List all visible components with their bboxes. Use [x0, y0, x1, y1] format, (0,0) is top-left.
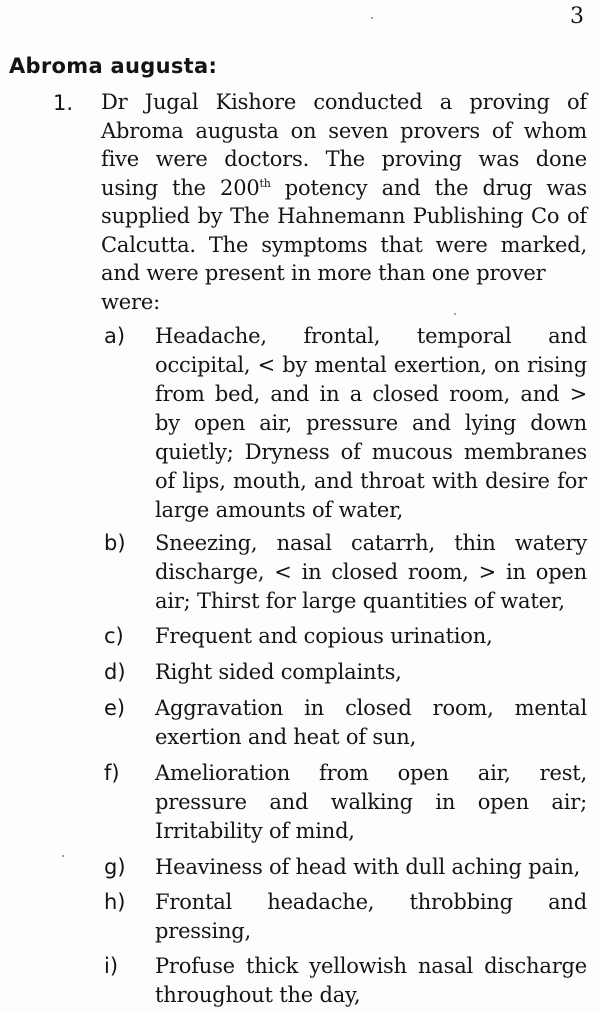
item-number: 1.: [53, 91, 74, 115]
list-item-label: d): [104, 660, 126, 684]
page-number: 3: [570, 4, 584, 29]
list-item-label: h): [104, 890, 126, 914]
list-item-label: c): [104, 624, 124, 648]
list-item-label: a): [104, 324, 126, 348]
list-item-text: Frequent and copious urination,: [155, 624, 493, 648]
list-item-label: e): [104, 696, 126, 720]
list-item-text: Amelioration from open air, rest, pressure and walking in open air; Irritability of mind,: [155, 761, 587, 843]
list-item-text: Headache, frontal, temporal and occipital, < by mental exertion, on rising from bed, and in a closed room, and > by open air, pressure and lying down quietly; Dryness of mucous membranes of lips, mouth, and throat with desire for large amounts of water,: [155, 324, 587, 522]
paragraph-text: Dr Jugal Kishore conducted a proving of Abroma augusta on seven provers of whom five were doctors. The proving was done using the 200: [101, 90, 587, 200]
list-item-label: i): [104, 954, 119, 978]
list-item-text: Profuse thick yellowish nasal discharge throughout the day,: [155, 954, 587, 1007]
list-item-text: Aggravation in closed room, mental exertion and heat of sun,: [155, 696, 587, 749]
scan-speck: [371, 17, 373, 19]
list-item-text: Sneezing, nasal catarrh, thin watery discharge, < in closed room, > in open air; Thirst for large quantities of water,: [155, 531, 587, 613]
list-item-label: f): [104, 761, 120, 785]
paragraph-text-cont: potency and the drug was supplied by The Hahnemann Publishing Co of Calcutta. The symptoms that were marked, and were present in more than one prover: [101, 175, 587, 285]
superscript: th: [259, 176, 271, 190]
scan-speck: [62, 855, 64, 857]
item-paragraph: [101, 88, 587, 316]
list-item-text: Right sided complaints,: [155, 660, 402, 684]
list-item-label: g): [104, 855, 126, 879]
paragraph-last-line: were:: [101, 289, 160, 314]
section-heading: Abroma augusta:: [9, 54, 218, 78]
list-item-text: Frontal headache, throbbing and pressing,: [155, 890, 587, 943]
scan-speck: [454, 313, 456, 315]
list-item-text: Heaviness of head with dull aching pain,: [155, 855, 581, 879]
list-item-label: b): [104, 531, 126, 555]
